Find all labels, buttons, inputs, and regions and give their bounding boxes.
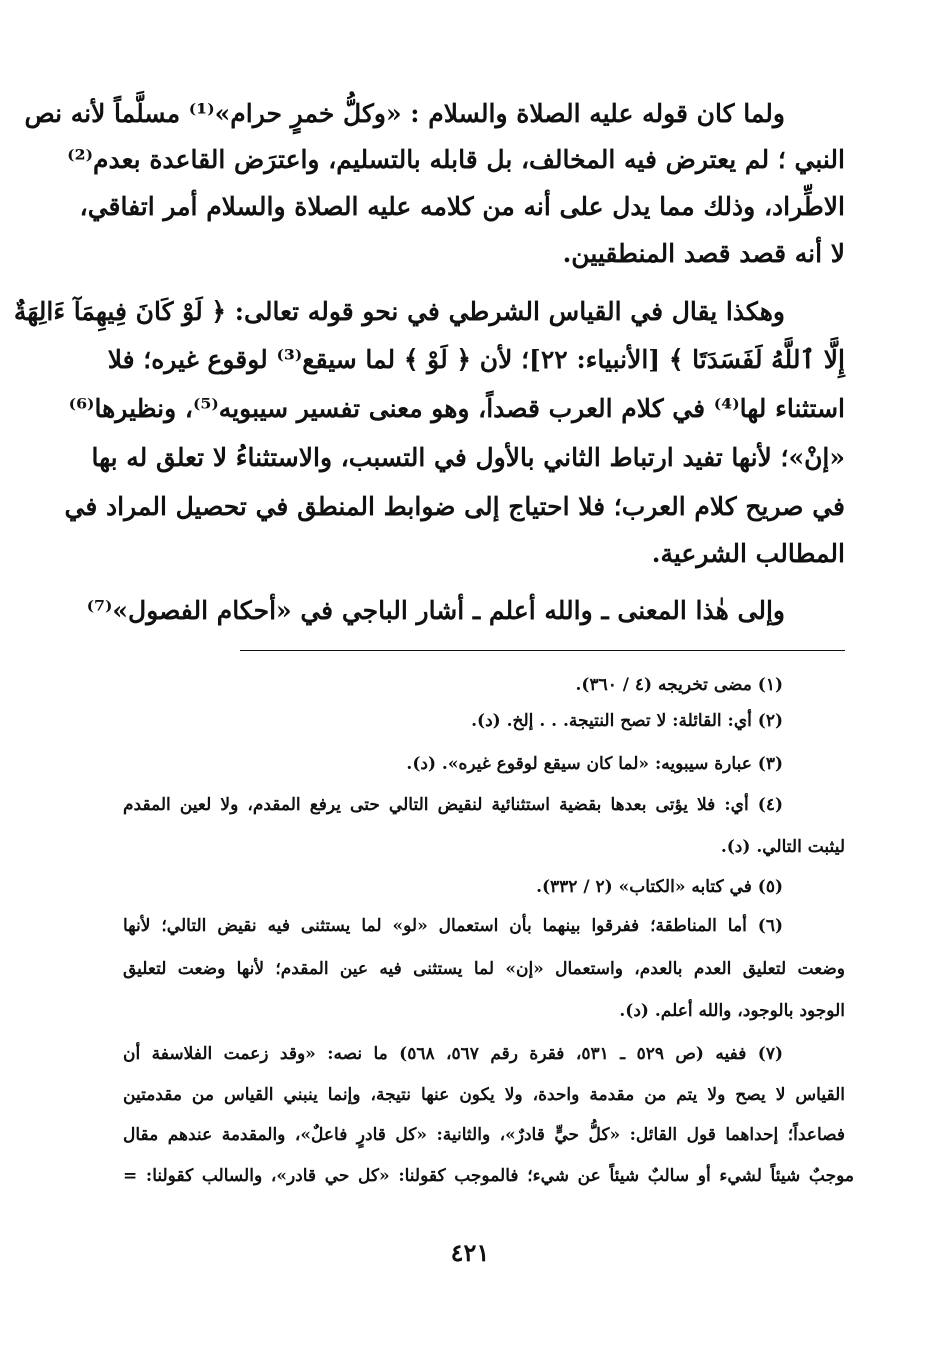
footnote-3: (٣) عبارة سيبويه: «لما كان سيقع لوقوع غيره». (د). [406,754,783,774]
paragraph-2-line-2: إِلَّا ٱللَّهُ لَفَسَدَتَا ﴾ [الأنبياء: ٢٢]؛ لأن ﴿ لَوْ ﴾ لما سيقع⁽³⁾ لوقوع غيره؛ فلا [107,345,845,374]
footnote-6-line-2: وضعت لتعليق العدم بالعدم، واستعمال «إن» لما يستثنى فيه عين المقدم؛ لأنها وضعت لتعليق [123,959,845,979]
footnote-7-line-1: (٧) ففيه (ص ٥٢٩ ـ ٥٣١، فقرة رقم ٥٦٧، ٥٦٨) ما نصه: «وقد زعمت الفلاسفة أن [123,1044,783,1064]
footnote-separator [240,650,845,651]
footnote-2: (٢) أي: القائلة: لا تصح النتيجة. . . إلخ. (د). [471,711,783,731]
footnote-5: (٥) في كتابه «الكتاب» (٢ / ٣٣٢). [536,877,783,897]
paragraph-1-line-4: لا أنه قصد قصد المنطقيين. [562,239,845,268]
paragraph-2-line-3: استثناء لها⁽⁴⁾ في كلام العرب قصداً، وهو معنى تفسير سيبويه⁽⁵⁾، ونظيرها⁽⁶⁾ [68,394,845,423]
footnote-6-line-1: (٦) أما المناطقة؛ ففرقوا بينهما بأن استعمال «لو» لما يستثنى فيه نقيض التالي؛ لأنها [123,916,783,936]
footnote-7-line-4: موجبٌ شيئاً لشيء أو سالبٌ شيئاً عن شيء؛ فالموجب كقولنا: «كل حي قادر»، والسالب كقولنا: = [123,1166,854,1186]
footnote-7-line-2: القياس لا يصح ولا يتم من مقدمة واحدة، ولا يكون عنها نتيجة، وإنما ينبني القياس من مقدمتين [123,1085,845,1105]
footnote-4-line-2: ليثبت التالي. (د). [720,837,845,857]
footnote-1: (١) مضى تخريجه (٤ / ٣٦٠). [575,675,783,695]
paragraph-2-line-4: «إنْ»؛ لأنها تفيد ارتباط الثاني بالأول في التسبب، والاستثناءُ لا تعلق له بها [91,443,845,472]
footnote-6-line-3: الوجود بالوجود، والله أعلم. (د). [619,1001,845,1021]
footnote-7-line-3: فصاعداً؛ إحداهما قول القائل: «كلُّ حيٍّ قادرٌ»، والثانية: «كل قادرٍ فاعلٌ»، والمقدمة عندهم مقال [123,1125,845,1145]
footnote-4-line-1: (٤) أي: فلا يؤتى بعدها بقضية استثنائية لنقيض التالي حتى يرفع المقدم، ولا لعين المقدم [123,795,783,815]
paragraph-1-line-3: الاطِّراد، وذلك مما يدل على أنه من كلامه عليه الصلاة والسلام أمر اتفاقي، [79,192,845,221]
paragraph-2-line-6: المطالب الشرعية. [651,539,845,568]
paragraph-2-line-5: في صريح كلام العرب؛ فلا احتياج إلى ضوابط المنطق في تحصيل المراد في [64,492,845,521]
paragraph-2-line-1: وهكذا يقال في القياس الشرطي في نحو قوله تعالى: ﴿ لَوْ كَانَ فِيهِمَآ ءَالِهَةٌ [13,297,785,326]
page-number: ٤٢١ [450,1238,490,1267]
paragraph-1-line-2: النبي ؛ لم يعترض فيه المخالف، بل قابله بالتسليم، واعترَض القاعدة بعدم⁽²⁾ [67,145,845,174]
paragraph-3-line-1: وإلى هٰذا المعنى ـ والله أعلم ـ أشار الباجي في «أحكام الفصول»⁽⁷⁾ [86,596,785,625]
paragraph-1-line-1: ولما كان قوله عليه الصلاة والسلام : «وكلُّ خمرٍ حرام»⁽¹⁾ مسلَّماً لأنه نص [24,99,785,128]
